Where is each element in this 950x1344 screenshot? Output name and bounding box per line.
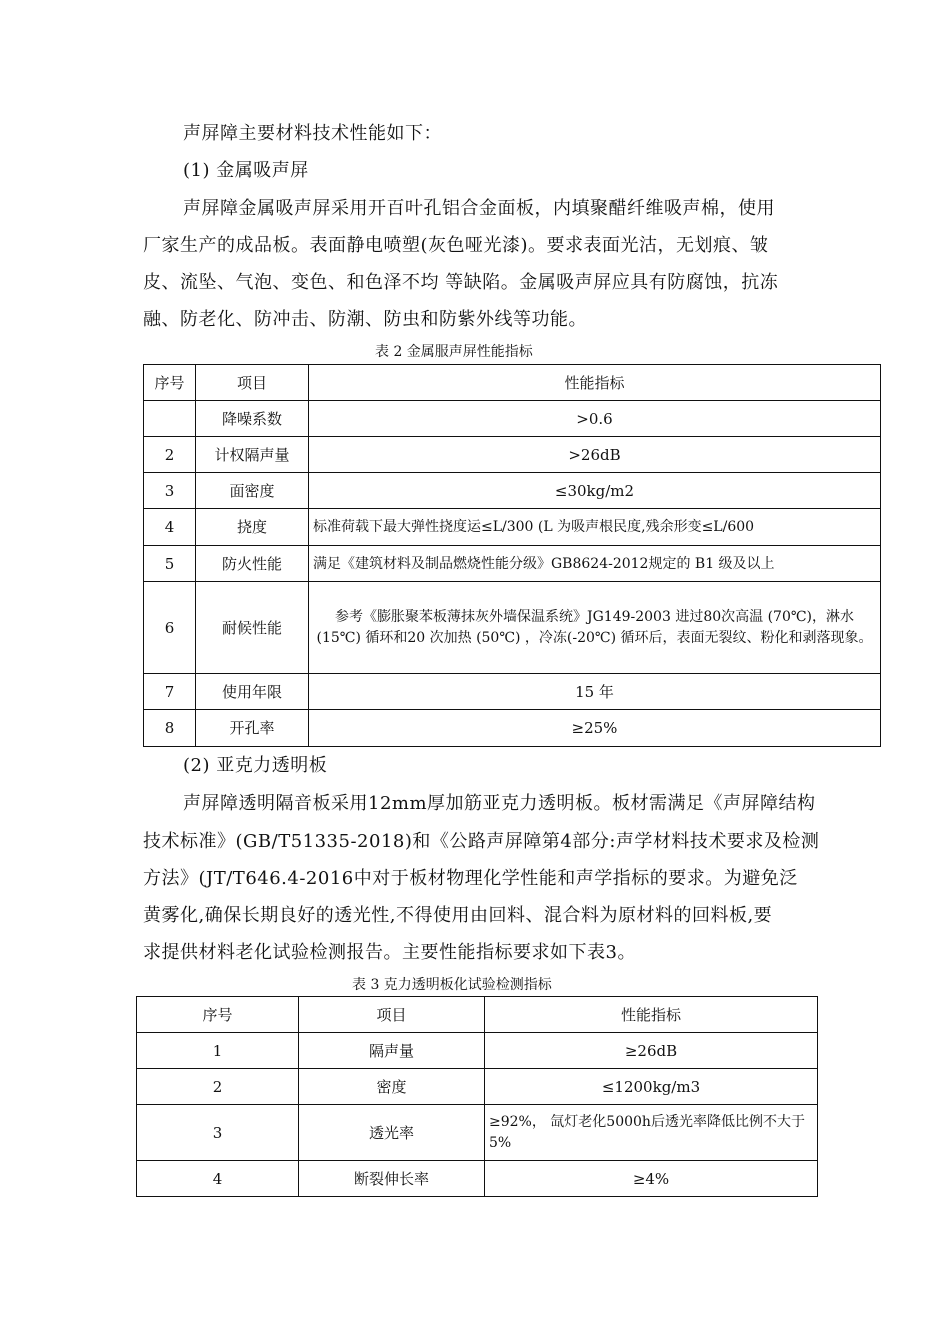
section-2-paragraph-line: 求提供材料老化试验检测报告。主要性能指标要求如下表3。: [143, 942, 636, 963]
row-no: [144, 401, 196, 437]
section-2-paragraph-line: 声屏障透明隔音板采用12mm厚加筋亚克力透明板。板材需满足《声屏障结构: [183, 793, 816, 814]
table-3-caption: 表 3 克力透明板化试验检测指标: [352, 977, 552, 993]
header-cell-item: 项目: [299, 997, 485, 1033]
row-item: 计权隔声量: [196, 437, 309, 473]
table-3: [136, 996, 818, 1197]
table-2-header-row: [144, 365, 881, 401]
row-item: 开孔率: [196, 710, 309, 747]
row-no: 1: [137, 1033, 299, 1069]
section-1-heading: (1) 金属吸声屏: [183, 160, 309, 181]
row-spec: 参考《膨胀聚苯板薄抹灰外墙保温系统》JG149-2003 进过80次高温 (70℃)，淋水 (15℃) 循环和20 次加热 (50℃) ，冷冻(-20℃) 循环后，表面无裂纹、粉化和剥落现象。: [309, 582, 881, 674]
row-no: 2: [144, 437, 196, 473]
row-no: 2: [137, 1069, 299, 1105]
row-spec: 标准荷载下最大弹性挠度运≤L/300 (L 为吸声根民度,残余形变≤L/600: [309, 509, 881, 546]
section-2-paragraph-line: 黄雾化,确保长期良好的透光性,不得使用由回料、混合料为原材料的回料板,要: [143, 905, 773, 926]
row-item: 使用年限: [196, 674, 309, 710]
row-spec: ≥25%: [309, 710, 881, 747]
row-item: 断裂伸长率: [299, 1161, 485, 1197]
row-item: 透光率: [299, 1105, 485, 1161]
row-item: 耐候性能: [196, 582, 309, 674]
row-no: 3: [137, 1105, 299, 1161]
row-spec: >26dB: [309, 437, 881, 473]
table-row: [144, 473, 881, 509]
row-no: 6: [144, 582, 196, 674]
section-2-paragraph-line: 方法》(JT/T646.4-2016中对于板材物理化学性能和声学指标的要求。为避免泛: [143, 868, 798, 889]
intro-line: 声屏障主要材料技术性能如下：: [183, 123, 442, 144]
table-row: [144, 582, 881, 674]
table-row: [137, 1105, 818, 1161]
row-no: 3: [144, 473, 196, 509]
table-row: [144, 509, 881, 546]
table-row: [137, 1033, 818, 1069]
table-row: [144, 401, 881, 437]
header-cell-item: 项目: [196, 365, 309, 401]
table-row: [144, 710, 881, 747]
table-row: [144, 674, 881, 710]
table-row: [144, 437, 881, 473]
row-no: 4: [137, 1161, 299, 1197]
header-cell-no: 序号: [137, 997, 299, 1033]
row-spec: ≤1200kg/m3: [485, 1069, 818, 1105]
table-row: [137, 1069, 818, 1105]
row-item: 防火性能: [196, 546, 309, 582]
header-cell-no: 序号: [144, 365, 196, 401]
row-no: 8: [144, 710, 196, 747]
row-spec: ≥26dB: [485, 1033, 818, 1069]
table-2-caption: 表 2 金属服声屏性能指标: [375, 344, 533, 360]
row-item: 挠度: [196, 509, 309, 546]
row-item: 隔声量: [299, 1033, 485, 1069]
row-item: 密度: [299, 1069, 485, 1105]
row-spec: 15 年: [309, 674, 881, 710]
header-cell-spec: 性能指标: [309, 365, 881, 401]
section-1-paragraph-line: 融、防老化、防冲击、防潮、防虫和防紫外线等功能。: [143, 309, 587, 330]
section-2-heading: (2) 亚克力透明板: [183, 755, 328, 776]
row-no: 5: [144, 546, 196, 582]
section-1-paragraph-line: 厂家生产的成品板。表面静电喷塑(灰色哑光漆)。要求表面光沽，无划痕、皱: [143, 235, 769, 256]
row-spec: >0.6: [309, 401, 881, 437]
row-spec: ≤30kg/m2: [309, 473, 881, 509]
table-3-header-row: [137, 997, 818, 1033]
row-spec: ≥92%， 氙灯老化5000h后透光率降低比例不大于5%: [485, 1105, 818, 1161]
row-no: 7: [144, 674, 196, 710]
section-2-paragraph-line: 技术标准》(GB/T51335-2018)和《公路声屏障第4部分:声学材料技术要求及检测: [143, 831, 820, 852]
row-spec: ≥4%: [485, 1161, 818, 1197]
table-2: [143, 364, 881, 747]
section-1-paragraph-line: 皮、流坠、气泡、变色、和色泽不均 等缺陷。金属吸声屏应具有防腐蚀，抗冻: [143, 272, 779, 293]
row-item: 降噪系数: [196, 401, 309, 437]
section-1-paragraph-line: 声屏障金属吸声屏采用开百叶孔铝合金面板，内填聚醋纤维吸声棉，使用: [183, 198, 775, 219]
row-item: 面密度: [196, 473, 309, 509]
row-spec: 满足《建筑材料及制品燃烧性能分级》GB8624-2012规定的 B1 级及以上: [309, 546, 881, 582]
header-cell-spec: 性能指标: [485, 997, 818, 1033]
table-row: [137, 1161, 818, 1197]
row-no: 4: [144, 509, 196, 546]
table-row: [144, 546, 881, 582]
